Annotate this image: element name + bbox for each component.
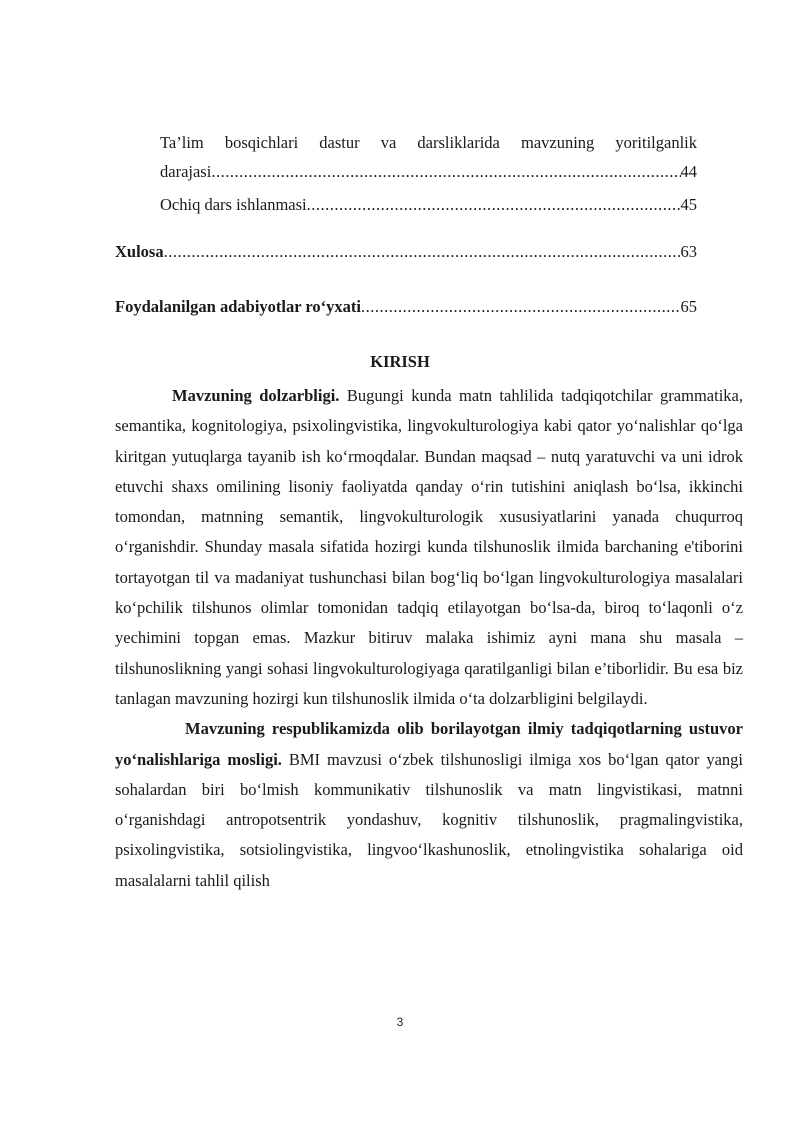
toc-item-title: Ochiq dars ishlanmasi: [160, 195, 307, 214]
toc-item-line2: [160, 157, 697, 186]
toc-item-title: Xulosa: [115, 242, 164, 261]
toc-item-title: Foydalanilgan adabiyotlar ro‘yxati: [115, 297, 362, 316]
toc-leader-dots: [361, 292, 680, 321]
paragraph-dolzarblik: [115, 381, 743, 714]
toc-leader-dots: [307, 190, 681, 219]
toc-item-xulosa[interactable]: [115, 237, 697, 266]
body-text: [115, 381, 743, 896]
toc-item-adabiyotlar[interactable]: [115, 292, 697, 321]
toc-item-title-line1: Ta’lim bosqichlari dastur va darsliklarida mavzuning yoritilganlik: [160, 133, 697, 152]
toc-item-talim-bosqichlari[interactable]: [115, 128, 697, 186]
toc-item-row: [160, 190, 697, 219]
paragraph-text: Bugungi kunda matn tahlilida tadqiqotchilar grammatika, semantika, kognitologiya, psixolingvistika, lingvokulturologiya kabi qator yo‘nalishlar qo‘lga kiritgan yutuqlarga tayanib ish ko‘rmoqdalar. Bundan maqsad – nutq yaratuvchi va uni idrok etuvchi shaxs omilining lisoniy faoliyatda qanday o‘rin tutishini aniqlash bo‘lsa, ikkinchi tomondan, matnning semantik, lingvokulturologik xususiyatlarini yanada chuqurroq o‘rganishdir. Shunday masala sifatida hozirgi kunda tilshunoslik ilmida barchaning e'tiborini tortayotgan til va madaniyat tushunchasi bilan bog‘liq bo‘lgan lingvokulturologiya masalalari ko‘pchilik tilshunos olimlar tomonidan tadqiq etilayotgan bo‘lsa-da, biroq to‘laqonli o‘z yechimini topgan emas. Mazkur bitiruv malaka ishimiz ayni mana shu masala – tilshunoslikning yangi sohasi lingvokulturologiyaga qaratilganligi bilan e’tiborlidir. Bu esa biz tanlagan mavzuning hozirgi kun tilshunoslik ilmida o‘ta dolzarbligini belgilaydi.: [115, 386, 743, 708]
table-of-contents: [115, 128, 697, 321]
toc-leader-dots: [164, 237, 681, 266]
toc-item-ochiq-dars[interactable]: [115, 190, 697, 219]
paragraph-lead: Mavzuning respublikamizda olib borilayotgan ilmiy tadqiqotlarning ustuvor yo‘nalishlariga mosligi.: [115, 719, 743, 769]
toc-leader-dots: [211, 157, 680, 186]
paragraph-moslik: [115, 714, 743, 896]
paragraph-text: BMI mavzusi o‘zbek tilshunosligi ilmiga xos bo‘lgan qator yangi sohalardan biri bo‘lmish kommunikativ tilshunoslik va matn lingvistikasi, matnni o‘rganishdagi antropotsentrik yondashuv, kognitiv tilshunoslik, pragmalingvistika, psixolingvistika, sotsiolingvistika, lingvoo‘lkashunoslik, etnolingvistika sohalariga oid masalalarni tahlil qilish: [115, 749, 743, 890]
toc-page-number: 65: [680, 297, 697, 316]
toc-item-row: [115, 292, 697, 321]
toc-page-number: 45: [680, 195, 697, 214]
paragraph-lead: Mavzuning dolzarbligi.: [172, 386, 340, 405]
toc-item-title-line2: darajasi: [160, 162, 212, 181]
toc-page-number: 63: [680, 242, 697, 261]
section-heading: KIRISH: [370, 352, 430, 371]
toc-item-row: [115, 237, 697, 266]
toc-page-number: 44: [680, 162, 697, 181]
page-number: 3: [396, 1015, 404, 1029]
